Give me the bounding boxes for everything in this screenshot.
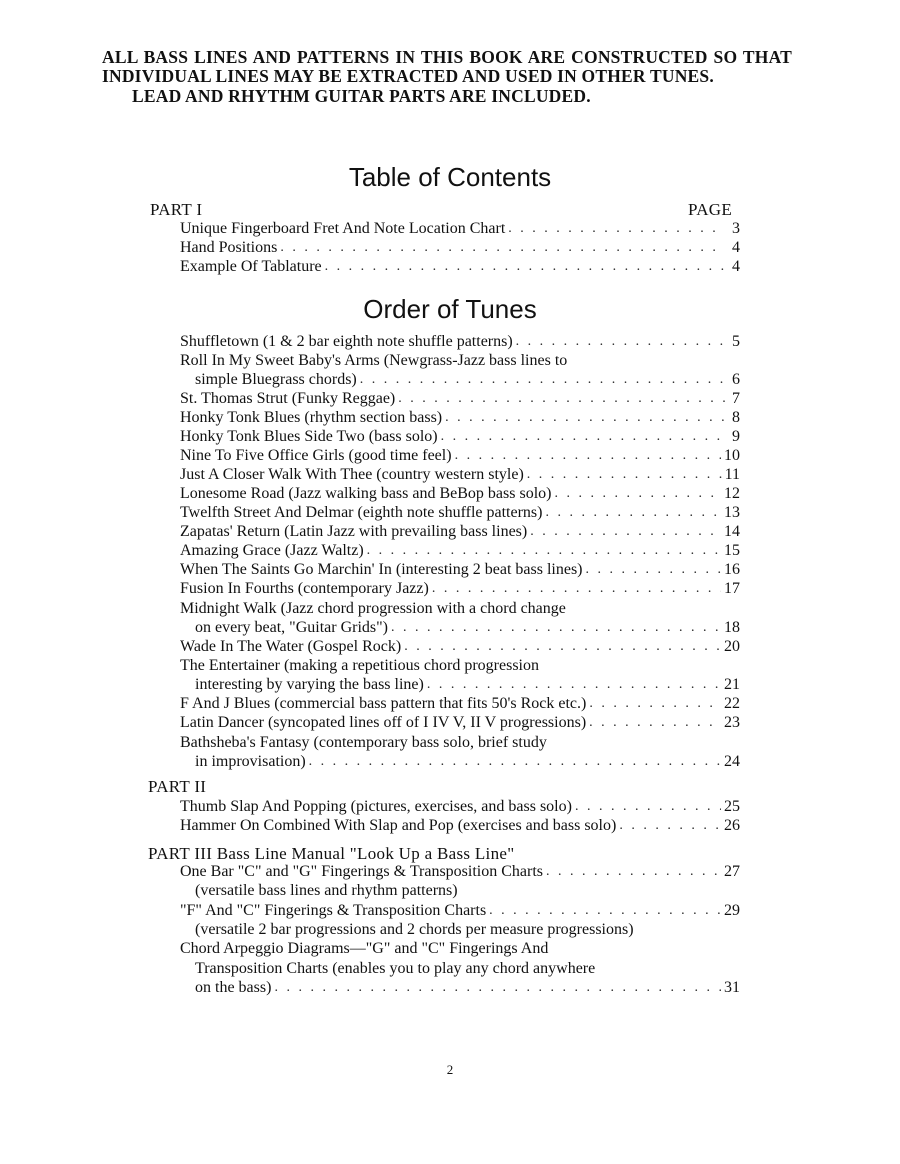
tune-page: 6 <box>732 371 740 388</box>
dot-leader <box>280 239 725 257</box>
tune-title: Honky Tonk Blues (rhythm section bass) <box>180 409 443 426</box>
dot-leader <box>274 979 721 997</box>
tune-title-line: Midnight Walk (Jazz chord progression with a chord change <box>180 600 566 617</box>
tune-page: 14 <box>724 523 740 540</box>
dot-leader <box>575 798 721 816</box>
tune-page: 21 <box>724 676 740 693</box>
tune-entry <box>180 428 740 446</box>
intro-paragraph-1: ALL BASS LINES AND PATTERNS IN THIS BOOK ARE CONSTRUCTED SO THAT INDIVIDUAL LINES MAY BE EXTRACTED AND USED IN OTHER TUNES. <box>102 47 792 86</box>
tune-page: 5 <box>732 333 740 350</box>
tune-title-line: Roll In My Sweet Baby's Arms (Newgrass-Jazz bass lines to <box>180 352 568 369</box>
tune-entry <box>180 580 740 598</box>
dot-leader <box>586 561 722 579</box>
toc-entry <box>180 863 740 881</box>
dot-leader <box>455 447 721 465</box>
page-column-header: PAGE <box>688 200 733 219</box>
dot-leader <box>554 485 721 503</box>
tune-page: 9 <box>732 428 740 445</box>
toc-entry-title: One Bar "C" and "G" Fingerings & Transposition Charts <box>180 863 544 880</box>
tune-page: 15 <box>724 542 740 559</box>
tune-entry <box>195 753 740 771</box>
tune-entry <box>195 619 740 637</box>
dot-leader <box>398 390 725 408</box>
dot-leader <box>545 504 721 522</box>
toc-entry <box>180 258 740 276</box>
dot-leader <box>546 863 721 881</box>
toc-entry <box>180 902 740 920</box>
toc-entry <box>180 817 740 835</box>
tune-page: 17 <box>724 580 740 597</box>
tune-title: Latin Dancer (syncopated lines off of I IV V, II V progressions) <box>180 714 587 731</box>
dot-leader <box>619 817 721 835</box>
dot-leader <box>589 695 721 713</box>
toc-entry-title: Thumb Slap And Popping (pictures, exercises, and bass solo) <box>180 798 572 815</box>
toc-entry-page: 25 <box>724 798 740 815</box>
toc-entry-page: 4 <box>732 239 740 256</box>
dot-leader <box>404 638 721 656</box>
tune-entry <box>180 638 740 656</box>
dot-leader <box>432 580 721 598</box>
tune-entry <box>180 695 740 713</box>
tune-title: Twelfth Street And Delmar (eighth note shuffle patterns) <box>180 504 543 521</box>
tune-page: 8 <box>732 409 740 426</box>
tune-title: interesting by varying the bass line) <box>195 676 424 693</box>
tune-title: Honky Tonk Blues Side Two (bass solo) <box>180 428 438 445</box>
toc-entry-title: on the bass) <box>195 979 272 996</box>
toc-entry-subtitle: (versatile 2 bar progressions and 2 chords per measure progressions) <box>195 921 634 938</box>
tune-page: 18 <box>724 619 740 636</box>
tune-page: 7 <box>732 390 740 407</box>
dot-leader <box>309 753 721 771</box>
tune-title: on every beat, "Guitar Grids") <box>195 619 388 636</box>
dot-leader <box>530 523 721 541</box>
tune-title: Zapatas' Return (Latin Jazz with prevailing bass lines) <box>180 523 528 540</box>
tune-entry <box>180 542 740 560</box>
tune-page: 13 <box>724 504 740 521</box>
dot-leader <box>360 371 725 389</box>
dot-leader <box>367 542 721 560</box>
tune-page: 22 <box>724 695 740 712</box>
part-2-label: PART II <box>148 777 207 796</box>
toc-entry-page: 26 <box>724 817 740 834</box>
tune-entry <box>180 390 740 408</box>
toc-entry-page: 31 <box>724 979 740 996</box>
toc-entry-title: Example Of Tablature <box>180 258 322 275</box>
tune-page: 16 <box>724 561 740 578</box>
dot-leader <box>325 258 725 276</box>
toc-entry-title: "F" And "C" Fingerings & Transposition Charts <box>180 902 487 919</box>
tune-entry <box>180 333 740 351</box>
toc-entry-page: 4 <box>732 258 740 275</box>
tune-title-line: The Entertainer (making a repetitious chord progression <box>180 657 539 674</box>
tune-entry <box>195 676 740 694</box>
toc-entry <box>195 979 740 997</box>
tune-page: 24 <box>724 753 740 770</box>
tune-page: 11 <box>724 466 740 483</box>
tune-title: simple Bluegrass chords) <box>195 371 357 388</box>
toc-entry-title-line: Chord Arpeggio Diagrams—"G" and "C" Fingerings And <box>180 940 549 957</box>
tune-page: 20 <box>724 638 740 655</box>
toc-entry <box>180 798 740 816</box>
toc-entry-page: 27 <box>724 863 740 880</box>
tune-entry <box>180 561 740 579</box>
toc-entry-subtitle: (versatile bass lines and rhythm patterns) <box>195 882 458 899</box>
tune-title: Nine To Five Office Girls (good time feel) <box>180 447 452 464</box>
toc-entry-title: Hammer On Combined With Slap and Pop (exercises and bass solo) <box>180 817 617 834</box>
tune-title: St. Thomas Strut (Funky Reggae) <box>180 390 396 407</box>
toc-entry-title: Unique Fingerboard Fret And Note Location Chart <box>180 220 506 237</box>
part-3-label: PART III Bass Line Manual "Look Up a Bass Line" <box>148 844 515 863</box>
dot-leader <box>391 619 721 637</box>
tune-title: Fusion In Fourths (contemporary Jazz) <box>180 580 429 597</box>
tune-title: Amazing Grace (Jazz Waltz) <box>180 542 364 559</box>
dot-leader <box>427 676 721 694</box>
toc-entry <box>180 220 740 238</box>
tunes-heading: Order of Tunes <box>363 294 537 324</box>
tune-entry <box>180 466 740 484</box>
tune-entry <box>180 504 740 522</box>
part-1-label: PART I <box>150 200 203 219</box>
toc-entry-title-line: Transposition Charts (enables you to play any chord anywhere <box>195 960 596 977</box>
tune-page: 23 <box>724 714 740 731</box>
intro-paragraph-2: LEAD AND RHYTHM GUITAR PARTS ARE INCLUDED. <box>132 86 591 106</box>
tune-title: Wade In The Water (Gospel Rock) <box>180 638 402 655</box>
intro-notice <box>102 48 792 106</box>
toc-entry-title: Hand Positions <box>180 239 278 256</box>
toc-entry <box>180 239 740 257</box>
tune-title: Just A Closer Walk With Thee (country western style) <box>180 466 524 483</box>
tune-entry <box>180 523 740 541</box>
dot-leader <box>527 466 722 484</box>
dot-leader <box>508 220 725 238</box>
page-number: 2 <box>446 1062 454 1077</box>
tune-title-line: Bathsheba's Fantasy (contemporary bass solo, brief study <box>180 734 547 751</box>
tune-title: When The Saints Go Marchin' In (interesting 2 beat bass lines) <box>180 561 583 578</box>
tune-page: 12 <box>724 485 740 502</box>
tune-title: Lonesome Road (Jazz walking bass and BeBop bass solo) <box>180 485 552 502</box>
tune-entry <box>180 485 740 503</box>
tune-entry <box>180 714 740 732</box>
tune-title: F And J Blues (commercial bass pattern that fits 50's Rock etc.) <box>180 695 587 712</box>
tune-entry <box>180 409 740 427</box>
tune-page: 10 <box>724 447 740 464</box>
tune-title: Shuffletown (1 & 2 bar eighth note shuffle patterns) <box>180 333 513 350</box>
dot-leader <box>589 714 721 732</box>
dot-leader <box>441 428 725 446</box>
dot-leader <box>445 409 725 427</box>
toc-heading: Table of Contents <box>348 162 552 192</box>
tune-entry <box>180 447 740 465</box>
tune-entry <box>195 371 740 389</box>
dot-leader <box>516 333 725 351</box>
dot-leader <box>489 902 721 920</box>
toc-entry-page: 3 <box>732 220 740 237</box>
tune-title: in improvisation) <box>195 753 306 770</box>
toc-entry-page: 29 <box>724 902 740 919</box>
